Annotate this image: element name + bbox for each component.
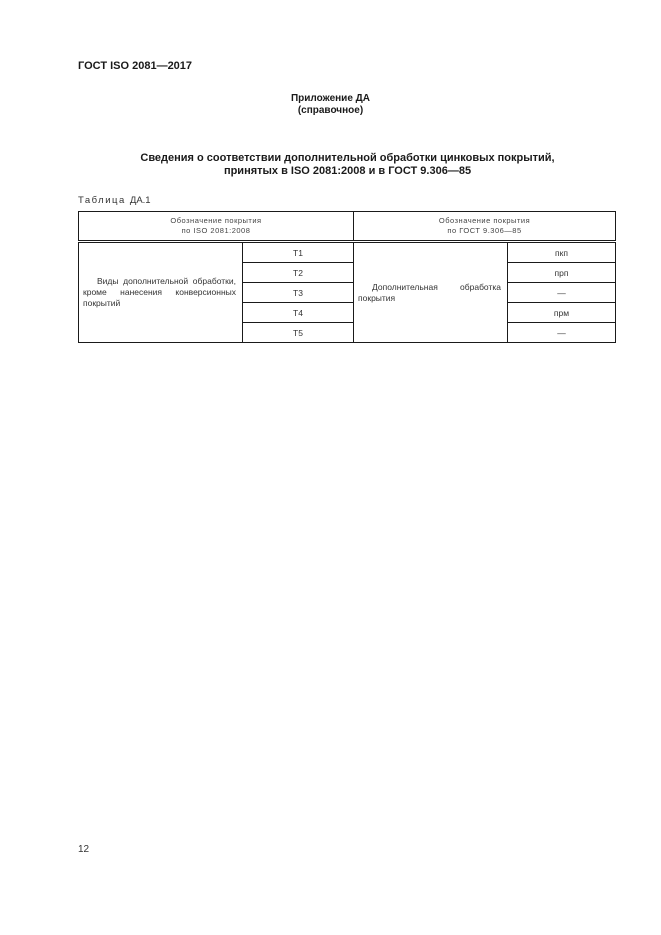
header-gost-line-2: по ГОСТ 9.306—85 — [447, 226, 522, 235]
section-title — [0, 152, 661, 178]
iso-description: Виды дополнительной обработки, кроме нанесения конверсионных покрытий — [83, 276, 236, 308]
page-number: 12 — [78, 844, 90, 855]
gost-description-cell — [354, 242, 508, 343]
gost-description: Дополнительная обработка покрытия — [358, 281, 502, 303]
header-iso-line-2: по ISO 2081:2008 — [181, 226, 251, 235]
header-iso-line-1: Обозначение покрытия — [170, 216, 262, 225]
annex-title: Приложение ДА — [290, 93, 371, 104]
iso-code-cell: T4 — [243, 303, 354, 323]
table-header-row — [79, 212, 616, 242]
header-iso — [79, 212, 354, 242]
section-title-line-2: принятых в ISO 2081:2008 и в ГОСТ 9.306—85 — [223, 165, 472, 177]
table-caption-number: ДА.1 — [129, 195, 151, 206]
gost-code-cell: — — [508, 323, 616, 343]
gost-code-cell: — — [508, 283, 616, 303]
iso-description-cell — [79, 242, 243, 343]
iso-code-cell: T2 — [243, 263, 354, 283]
annex-heading — [0, 93, 661, 117]
header-gost — [354, 212, 616, 242]
gost-code-cell: прп — [508, 263, 616, 283]
table-caption — [78, 195, 151, 206]
document-header: ГОСТ ISO 2081—2017 — [78, 60, 193, 72]
annex-type: (справочное) — [297, 105, 364, 116]
header-gost-line-1: Обозначение покрытия — [438, 216, 531, 225]
gost-code-cell: пкп — [508, 242, 616, 263]
table-row — [79, 242, 616, 263]
correspondence-table — [78, 211, 616, 343]
iso-code-cell: T5 — [243, 323, 354, 343]
iso-code-cell: T1 — [243, 242, 354, 263]
gost-code-cell: прм — [508, 303, 616, 323]
iso-code-cell: T3 — [243, 283, 354, 303]
table-caption-label: Таблица — [78, 195, 126, 206]
section-title-line-1: Сведения о соответствии дополнительной обработки цинковых покрытий, — [140, 152, 555, 164]
